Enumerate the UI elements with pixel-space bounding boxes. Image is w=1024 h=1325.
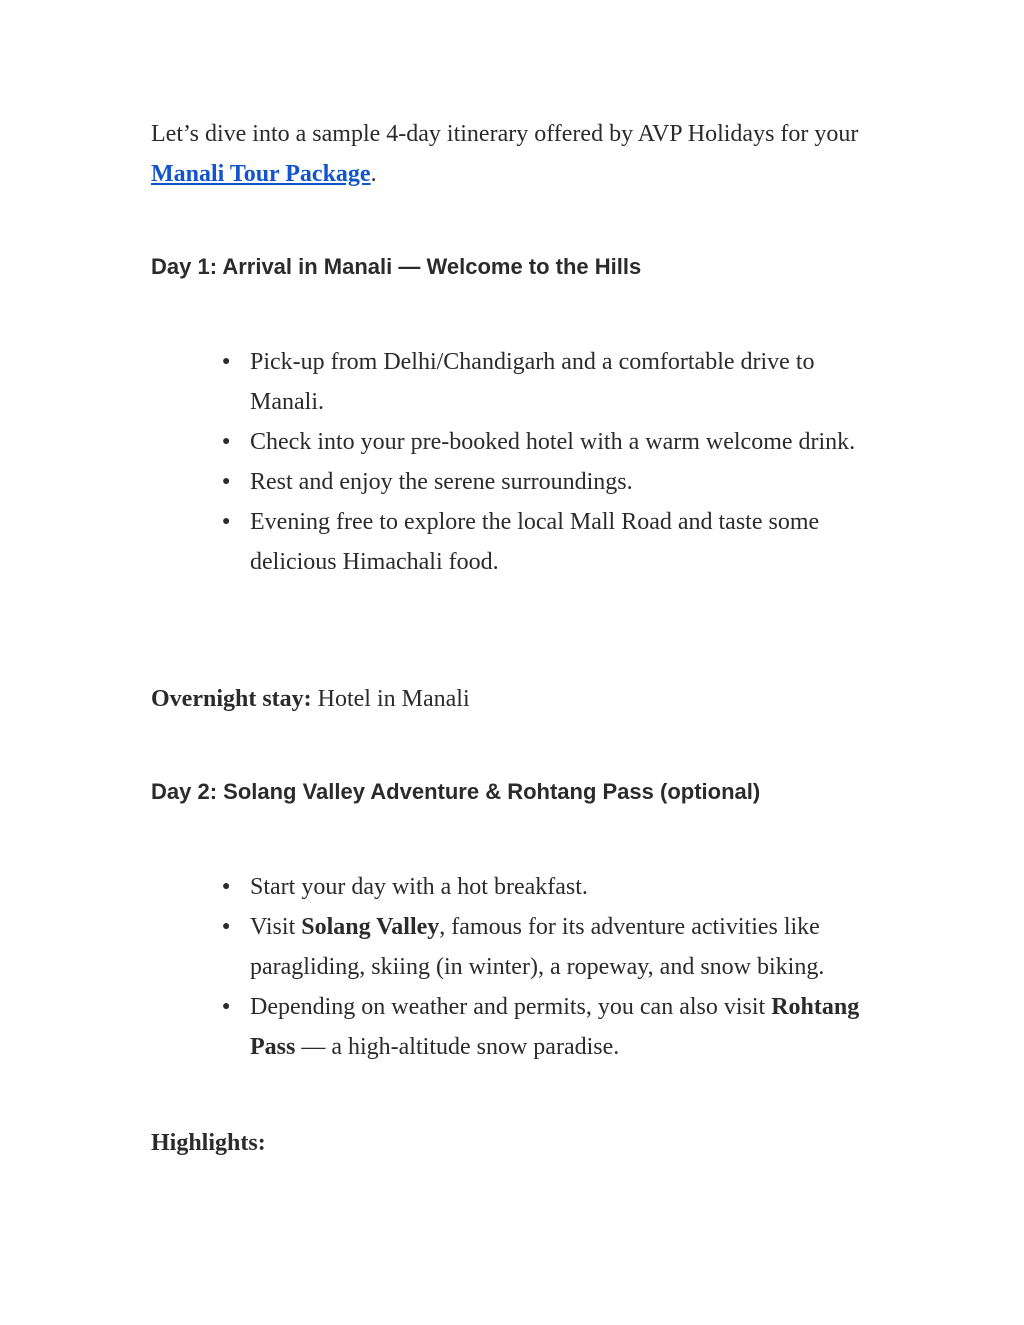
solang-valley-bold: Solang Valley <box>301 914 440 940</box>
day1-list <box>222 342 872 582</box>
intro-period: . <box>370 161 377 187</box>
bullet-icon: ● <box>222 919 231 934</box>
list-item-text-post: — a high-altitude snow paradise. <box>295 1034 620 1060</box>
day2-heading: Day 2: Solang Valley Adventure & Rohtang Pass (optional) <box>151 779 761 804</box>
list-item-text-pre: Visit <box>250 914 302 940</box>
list-item-text: Rest and enjoy the serene surroundings. <box>250 469 633 495</box>
list-item-text-pre: Depending on weather and permits, you can also visit <box>250 994 772 1020</box>
bullet-icon: ● <box>222 514 231 529</box>
overnight-value: Hotel in Manali <box>311 686 470 712</box>
list-item <box>222 462 872 502</box>
list-item-text-post: , famous for its adventure activities like paragliding, skiing (in winter), a ropeway, and snow biking. <box>250 914 825 980</box>
list-item <box>222 867 872 907</box>
bullet-icon: ● <box>222 354 231 369</box>
overnight-stay <box>151 679 881 719</box>
intro-text: Let’s dive into a sample 4-day itinerary offered by AVP Holidays for your <box>151 121 859 147</box>
highlights-label: Highlights: <box>151 1130 266 1156</box>
list-item <box>222 422 872 462</box>
list-item <box>222 987 872 1067</box>
bullet-icon: ● <box>222 999 231 1014</box>
day2-list <box>222 867 872 1067</box>
day1-heading: Day 1: Arrival in Manali — Welcome to the Hills <box>151 254 642 279</box>
bullet-icon: ● <box>222 434 231 449</box>
rohtang-pass-bold: Rohtang Pass <box>250 994 860 1060</box>
intro-paragraph <box>151 114 881 194</box>
manali-tour-package-link[interactable]: Manali Tour Package <box>151 161 371 187</box>
list-item-text: Pick-up from Delhi/Chandigarh and a comfortable drive to Manali. <box>250 349 815 415</box>
bullet-icon: ● <box>222 474 231 489</box>
list-item <box>222 502 872 582</box>
list-item-text: Evening free to explore the local Mall Road and taste some delicious Himachali food. <box>250 509 820 575</box>
highlights-heading <box>151 1123 881 1163</box>
overnight-label: Overnight stay: <box>151 686 312 712</box>
list-item-text: Check into your pre-booked hotel with a warm welcome drink. <box>250 429 856 455</box>
list-item <box>222 342 872 422</box>
list-item-text: Start your day with a hot breakfast. <box>250 874 588 900</box>
bullet-icon: ● <box>222 879 231 894</box>
list-item <box>222 907 872 987</box>
